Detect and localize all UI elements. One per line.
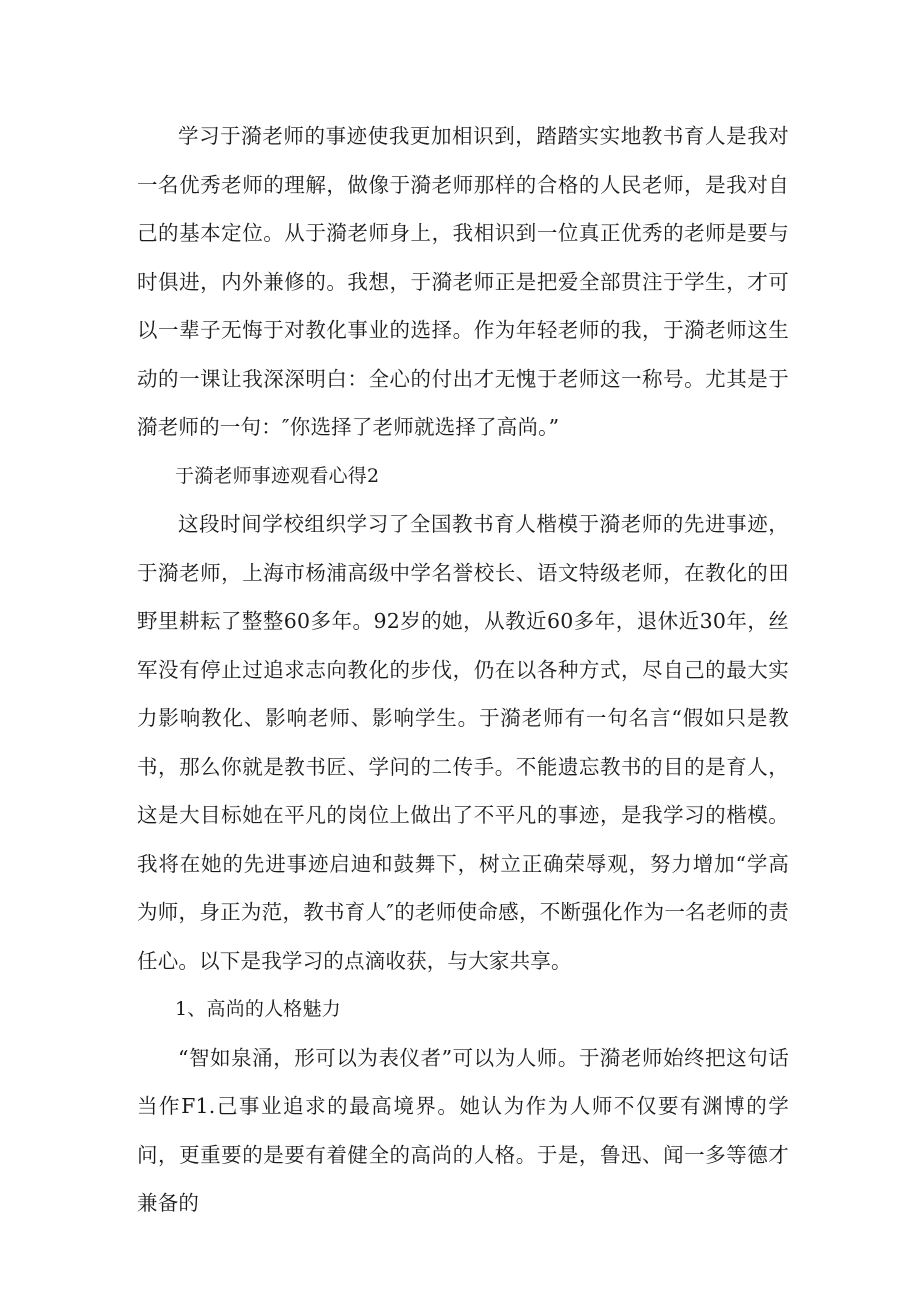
paragraph-learning-reflection: 学习于漪老师的事迹使我更加相识到，踏踏实实地教书育人是我对一名优秀老师的理解，做像于漪老师那样的合格的人民老师，是我对自己的基本定位。从于漪老师身上，我相识到一位真正优秀的老师是要与时俱进，内外兼修的。我想，于漪老师正是把爱全部贯注于学生，才可以一辈子无悔于对教化事业的选择。作为年轻老师的我，于漪老师这生动的一课让我深深明白：全心的付出才无愧于老师这一称号。尤其是于漪老师的一句：″你选择了老师就选择了高尚。” bbox=[137, 124, 789, 439]
paragraph-wisdom-quote: “智如泉涌，形可以为表仪者”可以为人师。于漪老师始终把这句话当作F1.己事业追求的最高境界。她认为作为人师不仅要有渊博的学问，更重要的是要有着健全的高尚的人格。于是，鲁迅、闻一多等德才兼备的 bbox=[137, 1045, 789, 1215]
section-heading-2: 于漪老师事迹观看心得2 bbox=[175, 464, 380, 487]
paragraph-school-study: 这段时间学校组织学习了全国教书育人楷模于漪老师的先进事迹，于漪老师，上海市杨浦高级中学名誉校长、语文特级老师，在教化的田野里耕耘了整整60多年。92岁的她，从教近60多年，退休近30年，丝军没有停止过追求志向教化的步伐，仍在以各种方式，尽自己的最大实力影响教化、影响老师、影响学生。于漪老师有一句名言“假如只是教书，那么你就是教书匠、学问的二传手。不能遗忘教书的目的是育人，这是大目标她在平凡的岗位上做出了不平凡的事迹，是我学习的楷模。我将在她的先进事迹启迪和鼓舞下，树立正确荣辱观，努力增加“学高为师，身正为范，教书育人″的老师使命感，不断强化作为一名老师的责任心。以下是我学习的点滴收获，与大家共享。 bbox=[137, 512, 789, 973]
subheading-noble-personality: 1、高尚的人格魅力 bbox=[175, 998, 341, 1020]
document-body bbox=[137, 112, 789, 1228]
